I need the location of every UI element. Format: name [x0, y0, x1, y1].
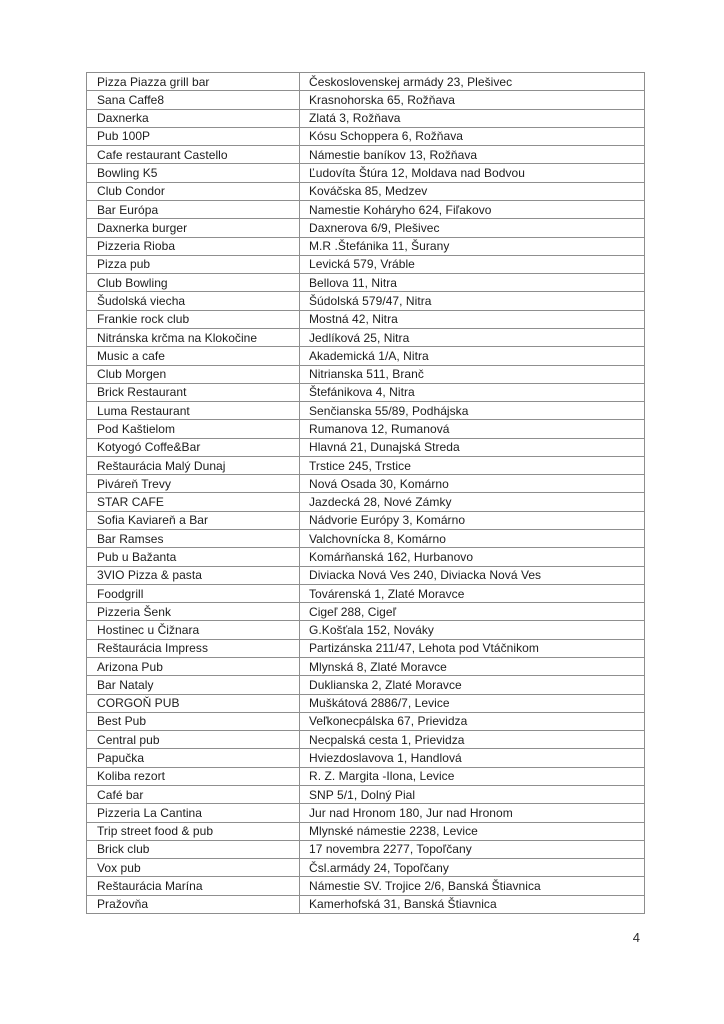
venue-address-cell: 17 novembra 2277, Topoľčany [309, 842, 472, 857]
table-row [87, 548, 644, 566]
venue-name-cell: Best Pub [87, 713, 300, 730]
page-number: 4 [632, 930, 640, 945]
table-row [87, 493, 644, 511]
venue-address-cell: Trstice 245, Trstice [309, 458, 411, 473]
venue-address-cell: Šúdolská 579/47, Nitra [309, 294, 432, 309]
venue-name-cell: Pizzeria Šenk [87, 603, 300, 620]
venue-address-cell: Štefánikova 4, Nitra [309, 385, 415, 400]
venue-address-cell: Nádvorie Európy 3, Komárno [309, 513, 466, 528]
table-row [87, 823, 644, 841]
venue-address-cell: Rumanova 12, Rumanová [309, 421, 450, 436]
venue-address-cell: Daxnerova 6/9, Plešivec [309, 220, 440, 235]
table-row [87, 329, 644, 347]
venue-name-cell: Cafe restaurant Castello [87, 146, 300, 163]
venue-name-cell: Foodgrill [87, 585, 300, 602]
venue-name-cell: Hostinec u Čižnara [87, 621, 300, 638]
table-row [87, 896, 644, 913]
table-row [87, 749, 644, 767]
venue-name-cell: CORGOŇ PUB [87, 695, 300, 712]
table-row [87, 475, 644, 493]
venue-address-cell: M.R .Štefánika 11, Šurany [309, 239, 450, 254]
venue-address-cell: Mlynská 8, Zlaté Moravce [309, 659, 447, 674]
venue-address-cell: Valchovnícka 8, Komárno [309, 531, 446, 546]
table-row [87, 640, 644, 658]
venue-address-cell: Levická 579, Vráble [309, 257, 415, 272]
venue-name-cell: Pražovňa [87, 896, 300, 913]
venue-address-cell: Ľudovíta Štúra 12, Moldava nad Bodvou [309, 166, 525, 181]
venue-name-cell: Luma Restaurant [87, 402, 300, 419]
venue-name-cell: Brick Restaurant [87, 384, 300, 401]
venue-address-cell: Diviacka Nová Ves 240, Diviacka Nová Ves [309, 568, 542, 583]
table-row [87, 621, 644, 639]
venue-name-cell: Sofia Kaviareň a Bar [87, 512, 300, 529]
venue-name-cell: Pizza pub [87, 256, 300, 273]
table-row [87, 347, 644, 365]
venue-address-cell: Hlavná 21, Dunajská Streda [309, 440, 460, 455]
table-row [87, 859, 644, 877]
venue-address-cell: Kamerhofská 31, Banská Štiavnica [309, 897, 497, 912]
venue-address-cell: Namestie Koháryho 624, Fiľakovo [309, 202, 492, 217]
venue-name-cell: Nitránska krčma na Klokočine [87, 329, 300, 346]
venue-address-cell: Muškátová 2886/7, Levice [309, 696, 450, 711]
table-row [87, 366, 644, 384]
venue-name-cell: Pod Kaštielom [87, 420, 300, 437]
venue-name-cell: Vox pub [87, 859, 300, 876]
venue-address-cell: Nová Osada 30, Komárno [309, 476, 449, 491]
table-row [87, 110, 644, 128]
venue-address-cell: Jedlíková 25, Nitra [309, 330, 410, 345]
venue-address-cell: Kósu Schoppera 6, Rožňava [309, 129, 464, 144]
venue-name-cell: Daxnerka burger [87, 219, 300, 236]
venue-name-cell: Pizza Piazza grill bar [87, 73, 300, 90]
venue-name-cell: Pub u Bažanta [87, 548, 300, 565]
table-row [87, 402, 644, 420]
venue-name-cell: Arizona Pub [87, 658, 300, 675]
venue-name-cell: Reštaurácia Marína [87, 877, 300, 894]
venue-name-cell: Club Bowling [87, 274, 300, 291]
table-row [87, 420, 644, 438]
venue-address-cell: Cigeľ 288, Cigeľ [309, 604, 397, 619]
venue-name-cell: Club Morgen [87, 366, 300, 383]
table-row [87, 877, 644, 895]
venue-name-cell: Reštaurácia Impress [87, 640, 300, 657]
table-row [87, 164, 644, 182]
table-row [87, 804, 644, 822]
table-row [87, 146, 644, 164]
table-row [87, 530, 644, 548]
table-row [87, 128, 644, 146]
table-row [87, 457, 644, 475]
table-row [87, 567, 644, 585]
venue-address-cell: Bellova 11, Nitra [309, 275, 398, 290]
table-row [87, 91, 644, 109]
table-row [87, 603, 644, 621]
table-row [87, 786, 644, 804]
venue-name-cell: Trip street food & pub [87, 823, 300, 840]
venue-address-cell: Necpalská cesta 1, Prievidza [309, 732, 465, 747]
venue-address-cell: Čsl.armády 24, Topoľčany [309, 860, 449, 875]
table-row [87, 676, 644, 694]
table-row [87, 219, 644, 237]
venue-name-cell: Šudolská viecha [87, 292, 300, 309]
venue-name-cell: Bar Ramses [87, 530, 300, 547]
venue-address-cell: Námestie SV. Trojice 2/6, Banská Štiavnica [309, 879, 541, 894]
venue-name-cell: Club Condor [87, 183, 300, 200]
venue-name-cell: Pub 100P [87, 128, 300, 145]
venue-address-cell: Kováčska 85, Medzev [309, 184, 428, 199]
venue-name-cell: Central pub [87, 731, 300, 748]
venue-name-cell: Bar Nataly [87, 676, 300, 693]
table-row [87, 695, 644, 713]
venue-name-cell: STAR CAFE [87, 493, 300, 510]
venue-address-cell: Československej armády 23, Plešivec [309, 74, 513, 89]
table-row [87, 841, 644, 859]
venue-name-cell: Papučka [87, 749, 300, 766]
venue-address-cell: Mostná 42, Nitra [309, 312, 398, 327]
table-row [87, 384, 644, 402]
venue-name-cell: Brick club [87, 841, 300, 858]
venue-name-cell: Café bar [87, 786, 300, 803]
table-row [87, 768, 644, 786]
venue-address-cell: Veľkonecpálska 67, Prievidza [309, 714, 468, 729]
table-row [87, 274, 644, 292]
table-row [87, 238, 644, 256]
venue-address-cell: Senčianska 55/89, Podhájska [309, 403, 469, 418]
venue-address-cell: Komárňanská 162, Hurbanovo [309, 549, 474, 564]
table-row [87, 439, 644, 457]
venue-address-cell: Zlatá 3, Rožňava [309, 111, 401, 126]
table-row [87, 73, 644, 91]
table-row [87, 512, 644, 530]
venue-name-cell: Koliba rezort [87, 768, 300, 785]
venue-name-cell: Piváreň Trevy [87, 475, 300, 492]
venue-name-cell: Music a cafe [87, 347, 300, 364]
venue-name-cell: Daxnerka [87, 110, 300, 127]
venue-address-cell: G.Košťala 152, Nováky [309, 623, 434, 638]
venue-address-cell: Námestie baníkov 13, Rožňava [309, 147, 478, 162]
venue-address-cell: R. Z. Margita -Ilona, Levice [309, 769, 455, 784]
venue-address-cell: Partizánska 211/47, Lehota pod Vtáčnikom [309, 641, 539, 656]
table-row [87, 201, 644, 219]
table-row [87, 256, 644, 274]
venue-address-cell: Jur nad Hronom 180, Jur nad Hronom [309, 805, 513, 820]
venue-name-cell: Bar Európa [87, 201, 300, 218]
venue-address-cell: Továrenská 1, Zlaté Moravce [309, 586, 465, 601]
venue-name-cell: Pizzeria La Cantina [87, 804, 300, 821]
venues-table [86, 72, 645, 914]
venue-address-cell: Jazdecká 28, Nové Zámky [309, 495, 452, 510]
venue-name-cell: Bowling K5 [87, 164, 300, 181]
table-row [87, 183, 644, 201]
venue-address-cell: Hviezdoslavova 1, Handlová [309, 751, 462, 766]
venue-name-cell: 3VIO Pizza & pasta [87, 567, 300, 584]
venue-address-cell: Nitrianska 511, Branč [309, 367, 424, 382]
table-row [87, 731, 644, 749]
venue-name-cell: Frankie rock club [87, 311, 300, 328]
venue-address-cell: SNP 5/1, Dolný Pial [309, 787, 416, 802]
venue-address-cell: Duklianska 2, Zlaté Moravce [309, 677, 462, 692]
venue-address-cell: Mlynské námestie 2238, Levice [309, 824, 478, 839]
table-row [87, 713, 644, 731]
table-row [87, 585, 644, 603]
venue-name-cell: Reštaurácia Malý Dunaj [87, 457, 300, 474]
venue-address-cell: Akademická 1/A, Nitra [309, 348, 429, 363]
venue-name-cell: Pizzeria Rioba [87, 238, 300, 255]
venue-name-cell: Kotyogó Coffe&Bar [87, 439, 300, 456]
table-row [87, 311, 644, 329]
venue-address-cell: Krasnohorska 65, Rožňava [309, 92, 455, 107]
table-row [87, 658, 644, 676]
table-row [87, 292, 644, 310]
venue-name-cell: Sana Caffe8 [87, 91, 300, 108]
